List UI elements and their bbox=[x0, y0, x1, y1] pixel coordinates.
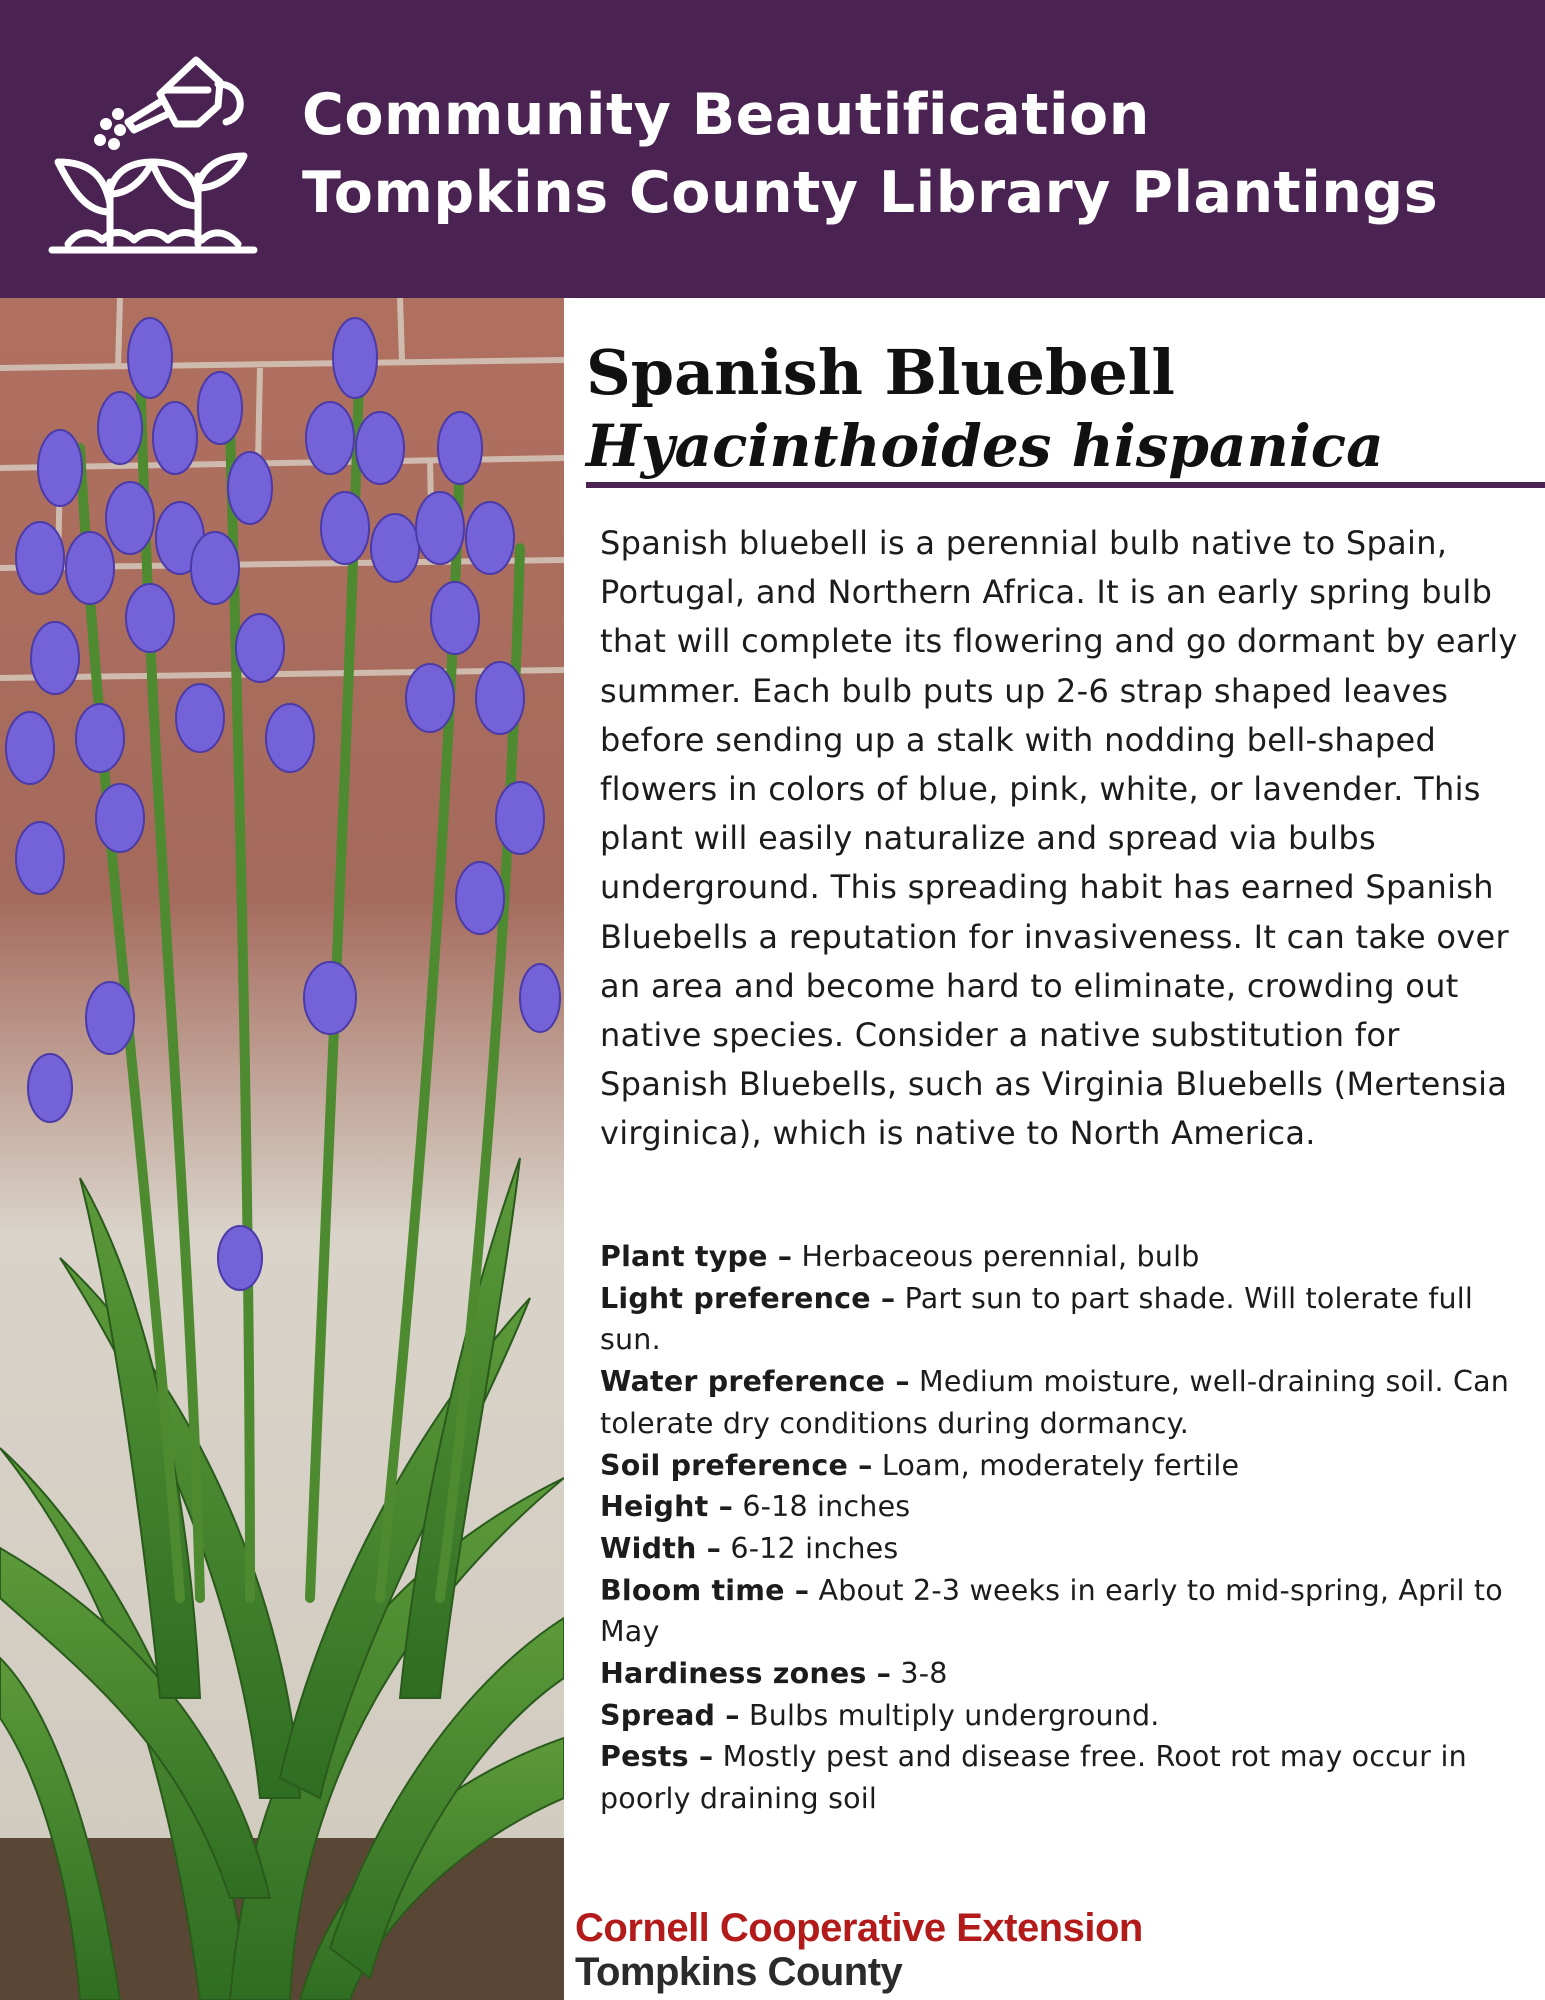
fact-pests bbox=[600, 1736, 1530, 1819]
title-divider bbox=[586, 482, 1545, 488]
fact-plant-type bbox=[600, 1236, 1530, 1278]
fact-label: Hardiness zones – bbox=[600, 1657, 892, 1691]
plant-photo bbox=[0, 298, 564, 2000]
fact-soil-preference bbox=[600, 1445, 1530, 1487]
fact-water-preference bbox=[600, 1361, 1530, 1444]
fact-width bbox=[600, 1528, 1530, 1570]
footer-org-name: Cornell Cooperative Extension bbox=[575, 1906, 1143, 1950]
watering-can-seedlings-icon bbox=[48, 44, 260, 256]
fact-value: Loam, moderately fertile bbox=[881, 1448, 1240, 1482]
fact-value: About 2-3 weeks in early to mid-spring, April to May bbox=[600, 1573, 1503, 1649]
plant-facts-list bbox=[600, 1236, 1530, 1820]
fact-value: 6-18 inches bbox=[742, 1490, 911, 1524]
fact-label: Water preference – bbox=[600, 1365, 910, 1399]
fact-label: Height – bbox=[600, 1490, 734, 1524]
fact-spread bbox=[600, 1695, 1530, 1737]
fact-value: 3-8 bbox=[900, 1657, 948, 1691]
fact-label: Soil preference – bbox=[600, 1448, 873, 1482]
fact-label: Width – bbox=[600, 1531, 722, 1565]
fact-value: Herbaceous perennial, bulb bbox=[801, 1240, 1200, 1273]
header-banner bbox=[0, 0, 1545, 298]
plant-latin-name: Hyacinthoides hispanica bbox=[586, 412, 1384, 480]
fact-label: Light preference – bbox=[600, 1281, 896, 1315]
footer-org-county: Tompkins County bbox=[575, 1950, 903, 1994]
fact-label: Spread – bbox=[600, 1698, 740, 1732]
fact-value: Mostly pest and disease free. Root rot may occur in poorly draining soil bbox=[600, 1740, 1467, 1816]
fact-value: 6-12 inches bbox=[730, 1531, 899, 1565]
fact-label: Plant type – bbox=[600, 1240, 793, 1273]
fact-bloom-time bbox=[600, 1570, 1530, 1653]
plant-common-name: Spanish Bluebell bbox=[586, 336, 1175, 409]
fact-light-preference bbox=[600, 1278, 1530, 1361]
fact-height bbox=[600, 1486, 1530, 1528]
plant-description: Spanish bluebell is a perennial bulb native to Spain, Portugal, and Northern Africa. It is an early spring bulb that will complete its flowering and go dormant by early summer. Each bulb puts up 2-6 strap shaped leaves before sending up a stalk with nodding bell-shaped flowers in colors of blue, pink, white, or lavender. This plant will easily naturalize and spread via bulbs underground. This spreading habit has earned Spanish Bluebells a reputation for invasiveness. It can take over an area and become hard to eliminate, crowding out native species. Consider a native substitution for Spanish Bluebells, such as Virginia Bluebells (Mertensia virginica), which is native to North America. bbox=[600, 524, 1518, 1153]
header-title-line-2: Tompkins County Library Plantings bbox=[302, 160, 1439, 226]
fact-label: Pests – bbox=[600, 1740, 714, 1774]
fact-hardiness-zones bbox=[600, 1653, 1530, 1695]
fact-value: Medium moisture, well-draining soil. Can tolerate dry conditions during dormancy. bbox=[600, 1365, 1510, 1440]
header-title-line-1: Community Beautification bbox=[302, 82, 1150, 148]
fact-label: Bloom time – bbox=[600, 1573, 810, 1607]
fact-value: Part sun to part shade. Will tolerate full sun. bbox=[600, 1281, 1473, 1357]
fact-value: Bulbs multiply underground. bbox=[748, 1698, 1160, 1732]
